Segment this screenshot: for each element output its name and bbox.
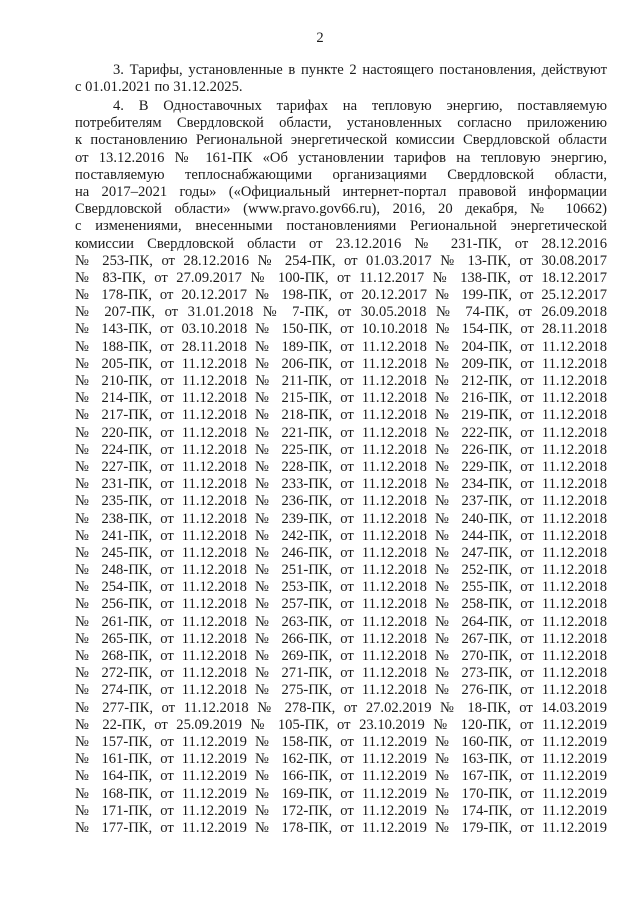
paragraph-4-line: № 253-ПК, от 28.12.2016 № 254-ПК, от 01.03.2017 № 13-ПК, от 30.08.2017 [75, 252, 607, 269]
paragraph-4-line: 4. В Одноставочных тарифах на тепловую энергию, поставляемую [113, 98, 607, 114]
paragraph-4-line: № 178-ПК, от 20.12.2017 № 198-ПК, от 20.12.2017 № 199-ПК, от 25.12.2017 [75, 287, 607, 304]
paragraph-4-line: № 245-ПК, от 11.12.2018 № 246-ПК, от 11.12.2018 № 247-ПК, от 11.12.2018 [75, 544, 607, 561]
paragraph-4-line: № 248-ПК, от 11.12.2018 № 251-ПК, от 11.12.2018 № 252-ПК, от 11.12.2018 [75, 562, 607, 579]
paragraph-4-line: № 224-ПК, от 11.12.2018 № 225-ПК, от 11.12.2018 № 226-ПК, от 11.12.2018 [75, 441, 607, 458]
paragraph-4-line: № 265-ПК, от 11.12.2018 № 266-ПК, от 11.12.2018 № 267-ПК, от 11.12.2018 [75, 630, 607, 647]
paragraph-4-line: № 235-ПК, от 11.12.2018 № 236-ПК, от 11.12.2018 № 237-ПК, от 11.12.2018 [75, 493, 607, 510]
paragraph-4-line: поставляемую теплоснабжающими организациями Свердловской области, [75, 166, 607, 183]
paragraph-4-line: № 277-ПК, от 11.12.2018 № 278-ПК, от 27.02.2019 № 18-ПК, от 14.03.2019 [75, 699, 607, 716]
paragraph-4-line: № 272-ПК, от 11.12.2018 № 271-ПК, от 11.12.2018 № 273-ПК, от 11.12.2018 [75, 665, 607, 682]
paragraph-4-line: № 241-ПК, от 11.12.2018 № 242-ПК, от 11.12.2018 № 244-ПК, от 11.12.2018 [75, 527, 607, 544]
paragraph-4-line: № 161-ПК, от 11.12.2019 № 162-ПК, от 11.12.2019 № 163-ПК, от 11.12.2019 [75, 751, 607, 768]
paragraph-4-line: комиссии Свердловской области от 23.12.2016 № 231-ПК, от 28.12.2016 [75, 235, 607, 252]
paragraph-4-line: № 227-ПК, от 11.12.2018 № 228-ПК, от 11.12.2018 № 229-ПК, от 11.12.2018 [75, 458, 607, 475]
paragraph-4-line: № 238-ПК, от 11.12.2018 № 239-ПК, от 11.12.2018 № 240-ПК, от 11.12.2018 [75, 510, 607, 527]
paragraph-3 [75, 62, 607, 96]
paragraph-4-line: № 254-ПК, от 11.12.2018 № 253-ПК, от 11.12.2018 № 255-ПК, от 11.12.2018 [75, 579, 607, 596]
paragraph-4-line: № 217-ПК, от 11.12.2018 № 218-ПК, от 11.12.2018 № 219-ПК, от 11.12.2018 [75, 407, 607, 424]
paragraph-4-line: от 13.12.2016 № 161-ПК «Об установлении тарифов на тепловую энергию, [75, 149, 607, 166]
page-number: 2 [316, 30, 324, 46]
paragraph-4-line: потребителям Свердловской области, установленных согласно приложению [75, 115, 607, 132]
paragraph-4-line: № 143-ПК, от 03.10.2018 № 150-ПК, от 10.10.2018 № 154-ПК, от 28.11.2018 [75, 321, 607, 338]
paragraph-4-line: № 22-ПК, от 25.09.2019 № 105-ПК, от 23.10.2019 № 120-ПК, от 11.12.2019 [75, 716, 607, 733]
paragraph-4-line: Свердловской области» (www.pravo.gov66.ru), 2016, 20 декабря, № 10662) [75, 201, 607, 218]
paragraph-4-line: № 168-ПК, от 11.12.2019 № 169-ПК, от 11.12.2019 № 170-ПК, от 11.12.2019 [75, 785, 607, 802]
paragraph-4-line: № 231-ПК, от 11.12.2018 № 233-ПК, от 11.12.2018 № 234-ПК, от 11.12.2018 [75, 476, 607, 493]
paragraph-4-line: № 177-ПК, от 11.12.2019 № 178-ПК, от 11.12.2019 № 179-ПК, от 11.12.2019 [75, 819, 607, 836]
paragraph-4-line: № 274-ПК, от 11.12.2018 № 275-ПК, от 11.12.2018 № 276-ПК, от 11.12.2018 [75, 682, 607, 699]
paragraph-4-line: № 256-ПК, от 11.12.2018 № 257-ПК, от 11.12.2018 № 258-ПК, от 11.12.2018 [75, 596, 607, 613]
paragraph-4-line: № 261-ПК, от 11.12.2018 № 263-ПК, от 11.12.2018 № 264-ПК, от 11.12.2018 [75, 613, 607, 630]
paragraph-4-line: с изменениями, внесенными постановлениями Региональной энергетической [75, 218, 607, 235]
paragraph-4-line: № 207-ПК, от 31.01.2018 № 7-ПК, от 30.05.2018 № 74-ПК, от 26.09.2018 [75, 304, 607, 321]
paragraph-4-line: на 2017–2021 годы» («Официальный интернет-портал правовой информации [75, 183, 607, 200]
paragraph-4 [75, 98, 607, 837]
paragraph-4-line: № 83-ПК, от 27.09.2017 № 100-ПК, от 11.12.2017 № 138-ПК, от 18.12.2017 [75, 269, 607, 286]
paragraph-4-line: к постановлению Региональной энергетической комиссии Свердловской области [75, 132, 607, 149]
paragraph-4-line: № 220-ПК, от 11.12.2018 № 221-ПК, от 11.12.2018 № 222-ПК, от 11.12.2018 [75, 424, 607, 441]
paragraph-4-line: № 188-ПК, от 28.11.2018 № 189-ПК, от 11.12.2018 № 204-ПК, от 11.12.2018 [75, 338, 607, 355]
paragraph-4-line: № 210-ПК, от 11.12.2018 № 211-ПК, от 11.12.2018 № 212-ПК, от 11.12.2018 [75, 373, 607, 389]
paragraph-3-line: с 01.01.2021 по 31.12.2025. [75, 79, 243, 96]
paragraph-3-line: 3. Тарифы, установленные в пункте 2 настоящего постановления, действуют [113, 62, 607, 78]
paragraph-4-line: № 157-ПК, от 11.12.2019 № 158-ПК, от 11.12.2019 № 160-ПК, от 11.12.2019 [75, 733, 607, 750]
paragraph-4-line: № 268-ПК, от 11.12.2018 № 269-ПК, от 11.12.2018 № 270-ПК, от 11.12.2018 [75, 648, 607, 664]
paragraph-4-line: № 205-ПК, от 11.12.2018 № 206-ПК, от 11.12.2018 № 209-ПК, от 11.12.2018 [75, 355, 607, 372]
paragraph-4-line: № 214-ПК, от 11.12.2018 № 215-ПК, от 11.12.2018 № 216-ПК, от 11.12.2018 [75, 390, 607, 407]
paragraph-4-line: № 171-ПК, от 11.12.2019 № 172-ПК, от 11.12.2019 № 174-ПК, от 11.12.2019 [75, 802, 607, 819]
paragraph-4-line: № 164-ПК, от 11.12.2019 № 166-ПК, от 11.12.2019 № 167-ПК, от 11.12.2019 [75, 768, 607, 785]
